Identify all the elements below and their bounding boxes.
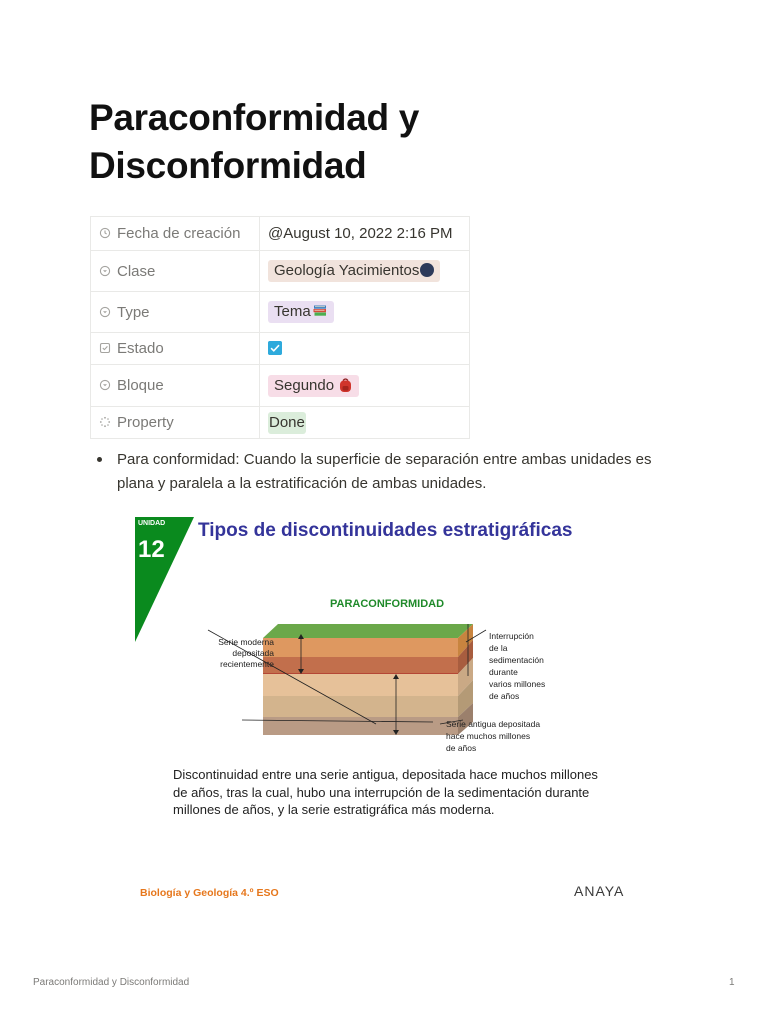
checked-checkbox[interactable]	[268, 341, 282, 355]
figure-description: Discontinuidad entre una serie antigua, depositada hace muchos millones de años, tras la cual, hubo una interrupción de la sedimentación durante millones de años, y la serie estratigráfica más moderna.	[173, 767, 598, 817]
unit-label: UNIDAD	[138, 520, 166, 527]
label-ancient-line: de años	[446, 743, 477, 753]
page-footer-title: Paraconformidad y Disconformidad	[33, 977, 190, 988]
type-tag[interactable]	[268, 301, 334, 323]
property-value-date[interactable]: @August 10, 2022 2:16 PM	[268, 225, 453, 242]
bloque-tag[interactable]	[268, 375, 359, 397]
select-icon	[99, 265, 111, 277]
label-interruption-line: varios millones	[489, 679, 546, 689]
tag-label: Segundo	[274, 376, 335, 394]
page-title: Paraconformidad y Disconformidad	[89, 97, 420, 186]
bullet-text: Para conformidad: Cuando la superficie de separación entre ambas unidades es plana y paralela a la estratificación de ambas unidades.	[117, 451, 652, 492]
figure-graphics	[128, 512, 648, 912]
clock-icon	[99, 227, 111, 239]
select-icon	[99, 306, 111, 318]
embedded-image	[128, 512, 648, 912]
figure-footer: Biología y Geología 4.º ESO	[140, 887, 279, 899]
properties-table	[90, 216, 470, 439]
surface-layer	[263, 624, 473, 638]
bullet-dot	[97, 457, 102, 462]
new-moon-emoji	[420, 263, 434, 277]
property-name: Bloque	[117, 377, 164, 394]
ancient-layer-3	[263, 717, 458, 735]
property-name: Type	[117, 303, 150, 321]
modern-layer-1	[263, 638, 458, 657]
backpack-emoji	[338, 377, 353, 393]
label-interruption-line: de años	[489, 691, 520, 701]
label-modern-line: Serie moderna	[218, 637, 274, 647]
label-interruption-line: sedimentación	[489, 655, 544, 665]
tag-label: Tema	[274, 303, 311, 320]
label-ancient-line: Serie antigua depositada	[446, 719, 541, 729]
property-row-clase	[91, 251, 470, 292]
page-number: 1	[729, 977, 735, 988]
property-row-type	[91, 292, 470, 333]
property-row-property	[91, 407, 470, 439]
tag-label: Geología Yacimientos	[274, 262, 420, 279]
label-ancient-line: hace muchos millones	[446, 731, 531, 741]
property-row-estado	[91, 333, 470, 365]
unit-number: 12	[138, 536, 165, 563]
publisher-logo: ANAYA	[574, 883, 625, 899]
label-modern-line: depositada	[232, 648, 274, 658]
figure-title: Tipos de discontinuidades estratigráficas	[198, 520, 573, 541]
status-icon	[99, 416, 111, 428]
label-interruption-line: durante	[489, 667, 518, 677]
checkbox-icon	[99, 342, 111, 354]
label-modern-line: recientemente	[220, 659, 274, 669]
label-interruption-line: Interrupción	[489, 631, 534, 641]
modern-layer-2	[263, 657, 458, 674]
select-icon	[99, 379, 111, 391]
label-interruption-line: de la	[489, 643, 508, 653]
diagram-title: PARACONFORMIDAD	[330, 598, 445, 610]
property-name: Property	[117, 414, 174, 431]
ancient-layer-2	[263, 696, 458, 717]
status-tag[interactable]: Done	[268, 412, 306, 434]
property-name: Fecha de creación	[117, 225, 241, 242]
property-name: Clase	[117, 262, 156, 280]
property-name: Estado	[117, 340, 164, 357]
clase-tag[interactable]	[268, 260, 440, 282]
books-emoji	[312, 303, 328, 319]
property-row-fecha	[91, 217, 470, 251]
property-row-bloque	[91, 365, 470, 407]
bulleted-list-item	[97, 448, 677, 496]
